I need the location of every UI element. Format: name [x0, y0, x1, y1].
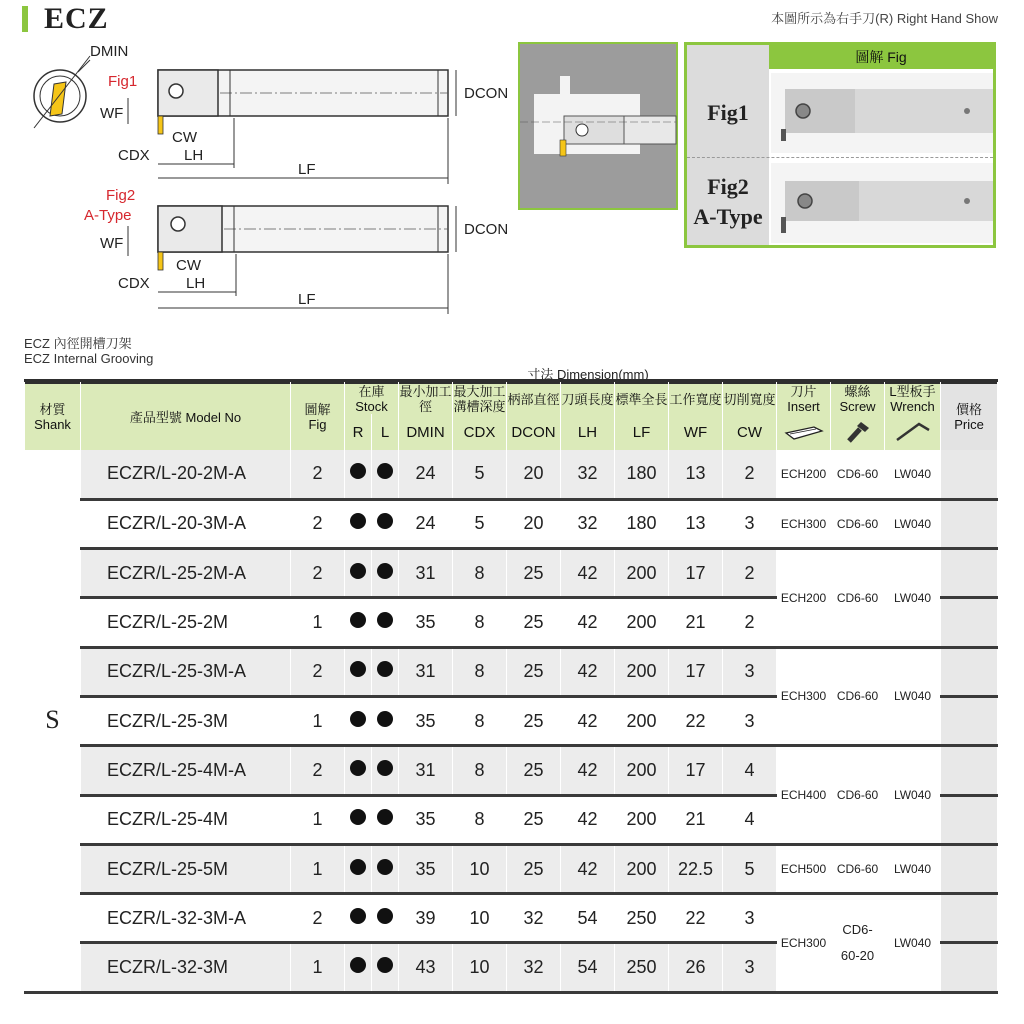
insert-cell: ECH200 [777, 450, 831, 499]
wf-cell: 17 [669, 647, 723, 696]
price-cell [941, 894, 998, 943]
cdx-cell: 8 [453, 598, 507, 647]
dmin-cell: 35 [399, 696, 453, 745]
dcon-cell: 25 [507, 598, 561, 647]
screw-cell: CD6-60 [831, 549, 885, 648]
lf-cell: 200 [615, 746, 669, 795]
lf-label-2: LF [298, 291, 316, 308]
wf-cell: 17 [669, 549, 723, 598]
dcon-label-2: DCON [464, 221, 509, 238]
cw-cell: 3 [723, 647, 777, 696]
fig-panel-fig2: Fig2 [707, 174, 749, 199]
stock-r-dot [345, 844, 372, 893]
lf-cell: 180 [615, 499, 669, 548]
stock-dot-icon [350, 760, 366, 776]
fig2-tool [158, 206, 448, 270]
fig-cell: 2 [291, 450, 345, 499]
price-cell [941, 549, 998, 598]
fig2-type-label: A-Type [84, 207, 132, 224]
header-lh-zh: 刀頭長度 [561, 382, 615, 415]
stock-l-dot [372, 499, 399, 548]
cw-cell: 3 [723, 894, 777, 943]
fig-cell: 2 [291, 746, 345, 795]
wf-label-1: WF [100, 105, 124, 122]
dcon-cell: 20 [507, 450, 561, 499]
caption-en: ECZ Internal Grooving [24, 351, 154, 366]
header-model: 產品型號 Model No [81, 382, 291, 451]
model-cell: ECZR/L-32-3M [81, 943, 291, 992]
stock-dot-icon [377, 563, 393, 579]
stock-l-dot [372, 844, 399, 893]
wf-cell: 13 [669, 499, 723, 548]
lf-cell: 200 [615, 795, 669, 844]
stock-l-dot [372, 894, 399, 943]
caption-zh: ECZ 內徑開槽刀架 [24, 336, 132, 351]
stock-l-dot [372, 696, 399, 745]
cw-cell: 4 [723, 746, 777, 795]
header-lf: LF [615, 414, 669, 450]
header-lh: LH [561, 414, 615, 450]
cdx-cell: 10 [453, 943, 507, 992]
price-cell [941, 696, 998, 745]
fig-panel-divider [687, 157, 993, 158]
dmin-cell: 35 [399, 844, 453, 893]
cw-cell: 2 [723, 549, 777, 598]
stock-l-dot [372, 647, 399, 696]
model-cell: ECZR/L-25-3M-A [81, 647, 291, 696]
cw-cell: 5 [723, 844, 777, 893]
stock-dot-icon [377, 859, 393, 875]
lh-cell: 42 [561, 844, 615, 893]
wf-cell: 26 [669, 943, 723, 992]
dcon-cell: 25 [507, 795, 561, 844]
lh-cell: 32 [561, 450, 615, 499]
stock-l-dot [372, 943, 399, 992]
dmin-cell: 31 [399, 647, 453, 696]
fig1-tool [158, 70, 448, 134]
end-view [34, 56, 90, 128]
insert-cell: ECH500 [777, 844, 831, 893]
wrench-cell: LW040 [885, 549, 941, 648]
fig-cell: 2 [291, 894, 345, 943]
lh-cell: 54 [561, 943, 615, 992]
header-cw: CW [723, 414, 777, 450]
cw-label-1: CW [172, 129, 197, 146]
lh-label-1: LH [184, 147, 204, 164]
cdx-cell: 5 [453, 450, 507, 499]
wrench-cell: LW040 [885, 746, 941, 845]
insert-cell: ECH300 [777, 894, 831, 993]
price-cell [941, 844, 998, 893]
fig-cell: 2 [291, 549, 345, 598]
header-screw: 螺絲 Screw [831, 382, 885, 415]
insert-cell: ECH300 [777, 499, 831, 548]
price-cell [941, 746, 998, 795]
stock-dot-icon [377, 513, 393, 529]
stock-r-dot [345, 795, 372, 844]
fig-cell: 1 [291, 696, 345, 745]
dcon-cell: 25 [507, 549, 561, 598]
dmin-cell: 35 [399, 795, 453, 844]
lf-cell: 180 [615, 450, 669, 499]
lh-cell: 42 [561, 696, 615, 745]
stock-l-dot [372, 746, 399, 795]
dimension-caption: 寸法 Dimension(mm) [527, 367, 649, 382]
stock-l-dot [372, 450, 399, 499]
stock-r-dot [345, 598, 372, 647]
model-cell: ECZR/L-20-3M-A [81, 499, 291, 548]
price-cell [941, 795, 998, 844]
stock-dot-icon [377, 661, 393, 677]
insert-icon [777, 414, 831, 450]
table-row [25, 549, 998, 598]
cw-cell: 2 [723, 450, 777, 499]
wf-cell: 22.5 [669, 844, 723, 893]
stock-r-dot [345, 549, 372, 598]
wf-cell: 22 [669, 696, 723, 745]
lh-label-2: LH [186, 275, 206, 292]
fig-cell: 1 [291, 598, 345, 647]
fig1-label: Fig1 [108, 73, 138, 90]
dcon-cell: 25 [507, 647, 561, 696]
dcon-cell: 32 [507, 894, 561, 943]
stock-dot-icon [377, 463, 393, 479]
price-cell [941, 943, 998, 992]
cdx-cell: 8 [453, 696, 507, 745]
stock-r-dot [345, 894, 372, 943]
dmin-cell: 31 [399, 549, 453, 598]
stock-dot-icon [377, 760, 393, 776]
cdx-cell: 8 [453, 746, 507, 795]
stock-r-dot [345, 450, 372, 499]
lf-cell: 250 [615, 943, 669, 992]
dcon-cell: 25 [507, 746, 561, 795]
header-wf: WF [669, 414, 723, 450]
lf-cell: 200 [615, 647, 669, 696]
cw-cell: 3 [723, 943, 777, 992]
screw-cell: CD6-60 [831, 746, 885, 845]
header-dcon-zh: 柄部直徑 [507, 382, 561, 415]
machining-illustration [518, 42, 678, 210]
stock-dot-icon [350, 957, 366, 973]
header-stock: 在庫 Stock [345, 382, 399, 415]
lf-cell: 200 [615, 844, 669, 893]
cw-label-2: CW [176, 257, 201, 274]
fig-panel-fig2-type: A-Type [693, 204, 763, 229]
price-cell [941, 499, 998, 548]
table-row [25, 499, 998, 548]
lh-cell: 32 [561, 499, 615, 548]
insert-cell: ECH200 [777, 549, 831, 648]
stock-dot-icon [377, 809, 393, 825]
wrench-cell: LW040 [885, 844, 941, 893]
wf-cell: 21 [669, 598, 723, 647]
cdx-cell: 8 [453, 549, 507, 598]
spec-table [24, 379, 998, 994]
header-cw-zh: 切削寬度 [723, 382, 777, 415]
page-title: ECZ [44, 2, 109, 35]
stock-dot-icon [377, 957, 393, 973]
dcon-cell: 25 [507, 696, 561, 745]
tool-dimension-diagram [20, 38, 509, 328]
table-row [25, 647, 998, 696]
screw-cell: CD6-60 [831, 844, 885, 893]
wrench-cell: LW040 [885, 894, 941, 993]
fig-panel-fig1: Fig1 [707, 100, 749, 125]
header-dcon: DCON [507, 414, 561, 450]
header-stock-r: R [345, 414, 372, 450]
stock-dot-icon [350, 711, 366, 727]
header-stock-l: L [372, 414, 399, 450]
header-wf-zh: 工作寬度 [669, 382, 723, 415]
price-cell [941, 647, 998, 696]
stock-l-dot [372, 598, 399, 647]
price-cell [941, 450, 998, 499]
stock-r-dot [345, 647, 372, 696]
dmin-cell: 43 [399, 943, 453, 992]
fig-cell: 1 [291, 943, 345, 992]
material-cell: S [25, 450, 81, 992]
dmin-label: DMIN [90, 43, 129, 60]
wf-cell: 17 [669, 746, 723, 795]
stock-dot-icon [350, 908, 366, 924]
cdx-cell: 5 [453, 499, 507, 548]
cw-cell: 3 [723, 499, 777, 548]
cdx-cell: 10 [453, 894, 507, 943]
model-cell: ECZR/L-32-3M-A [81, 894, 291, 943]
lf-cell: 200 [615, 549, 669, 598]
table-row [25, 450, 998, 499]
fig-cell: 1 [291, 844, 345, 893]
model-cell: ECZR/L-25-4M [81, 795, 291, 844]
stock-l-dot [372, 549, 399, 598]
header-dmin-zh: 最小加工徑 [399, 382, 453, 415]
wf-label-2: WF [100, 235, 124, 252]
cdx-cell: 10 [453, 844, 507, 893]
screw-cell: CD6-60 [831, 499, 885, 548]
header-cdx: CDX [453, 414, 507, 450]
wf-cell: 21 [669, 795, 723, 844]
cdx-label-1: CDX [118, 147, 150, 164]
lf-cell: 200 [615, 696, 669, 745]
model-cell: ECZR/L-25-4M-A [81, 746, 291, 795]
wrench-cell: LW040 [885, 499, 941, 548]
fig1-photo [771, 73, 993, 153]
fig2-photo [771, 163, 993, 243]
stock-l-dot [372, 795, 399, 844]
dmin-cell: 24 [399, 450, 453, 499]
stock-r-dot [345, 746, 372, 795]
dmin-cell: 31 [399, 746, 453, 795]
lf-cell: 200 [615, 598, 669, 647]
lh-cell: 42 [561, 746, 615, 795]
table-row [25, 894, 998, 943]
lf-label-1: LF [298, 161, 316, 178]
model-cell: ECZR/L-25-2M [81, 598, 291, 647]
header-price: 價格 Price [941, 382, 998, 451]
stock-r-dot [345, 499, 372, 548]
stock-r-dot [345, 696, 372, 745]
title-accent-bar [22, 6, 28, 32]
cw-cell: 2 [723, 598, 777, 647]
wrench-icon [885, 414, 941, 450]
table-row [25, 746, 998, 795]
wf-cell: 22 [669, 894, 723, 943]
model-cell: ECZR/L-25-3M [81, 696, 291, 745]
cdx-cell: 8 [453, 647, 507, 696]
stock-dot-icon [350, 513, 366, 529]
header-wrench: L型板手 Wrench [885, 382, 941, 415]
cdx-label-2: CDX [118, 275, 150, 292]
wrench-cell: LW040 [885, 450, 941, 499]
fig-cell: 2 [291, 647, 345, 696]
fig-panel-heading: 圖解 Fig [769, 45, 993, 69]
stock-dot-icon [377, 612, 393, 628]
cw-cell: 3 [723, 696, 777, 745]
header-lf-zh: 標準全長 [615, 382, 669, 415]
spec-table-body [25, 450, 998, 992]
lf-cell: 250 [615, 894, 669, 943]
wf-cell: 13 [669, 450, 723, 499]
model-cell: ECZR/L-20-2M-A [81, 450, 291, 499]
screw-cell: CD6-60 [831, 647, 885, 746]
dmin-cell: 39 [399, 894, 453, 943]
stock-dot-icon [350, 463, 366, 479]
fig-panel [684, 42, 996, 248]
lh-cell: 42 [561, 549, 615, 598]
insert-cell: ECH400 [777, 746, 831, 845]
lh-cell: 42 [561, 647, 615, 696]
stock-dot-icon [350, 661, 366, 677]
fig-cell: 2 [291, 499, 345, 548]
lh-cell: 54 [561, 894, 615, 943]
dmin-cell: 24 [399, 499, 453, 548]
stock-dot-icon [350, 859, 366, 875]
dcon-cell: 20 [507, 499, 561, 548]
header-insert: 刀片 Insert [777, 382, 831, 415]
screw-cell: CD6-60 [831, 450, 885, 499]
fig-cell: 1 [291, 795, 345, 844]
lh-cell: 42 [561, 795, 615, 844]
header-fig: 圖解 Fig [291, 382, 345, 451]
cdx-cell: 8 [453, 795, 507, 844]
header-material: 材質 Shank [25, 382, 81, 451]
insert-cell: ECH300 [777, 647, 831, 746]
wrench-cell: LW040 [885, 647, 941, 746]
model-cell: ECZR/L-25-5M [81, 844, 291, 893]
model-cell: ECZR/L-25-2M-A [81, 549, 291, 598]
screw-icon [831, 414, 885, 450]
right-hand-note: 本圖所示為右手刀(R) Right Hand Show [771, 11, 998, 26]
dcon-cell: 25 [507, 844, 561, 893]
header-cdx-zh: 最大加工溝槽深度 [453, 382, 507, 415]
fig2-label: Fig2 [106, 187, 136, 204]
table-row [25, 844, 998, 893]
dmin-cell: 35 [399, 598, 453, 647]
stock-dot-icon [350, 563, 366, 579]
stock-dot-icon [350, 809, 366, 825]
price-cell [941, 598, 998, 647]
stock-dot-icon [377, 711, 393, 727]
stock-r-dot [345, 943, 372, 992]
dcon-cell: 32 [507, 943, 561, 992]
cw-cell: 4 [723, 795, 777, 844]
header-dmin: DMIN [399, 414, 453, 450]
dcon-label-1: DCON [464, 85, 509, 102]
stock-dot-icon [377, 908, 393, 924]
stock-dot-icon [350, 612, 366, 628]
screw-cell: CD6- 60-20 [831, 894, 885, 993]
lh-cell: 42 [561, 598, 615, 647]
